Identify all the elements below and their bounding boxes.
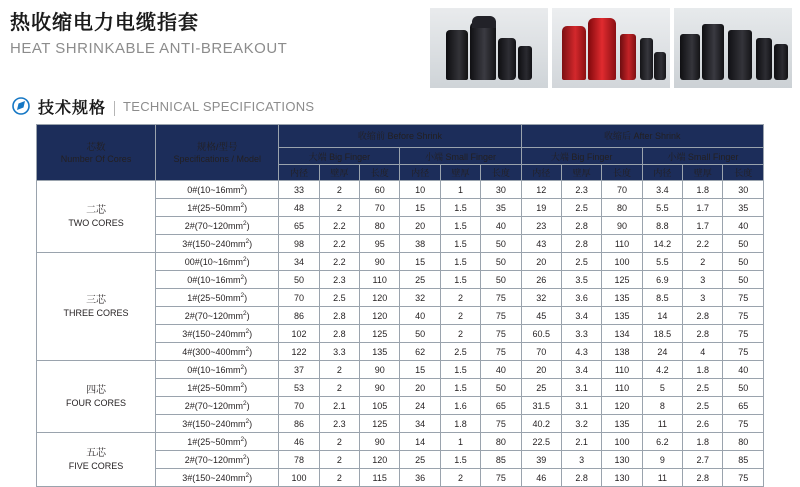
value-cell: 130 — [602, 451, 642, 469]
before-small-finger-cn: 小端 — [424, 151, 443, 162]
value-cell: 3.6 — [561, 289, 601, 307]
before-big-inner-diameter: 内径 — [279, 165, 319, 181]
after-small-inner-diameter: 内径 — [642, 165, 682, 181]
value-cell: 1.8 — [683, 361, 723, 379]
value-cell: 2 — [319, 199, 359, 217]
value-cell: 75 — [481, 307, 521, 325]
value-cell: 75 — [481, 343, 521, 361]
value-cell: 2 — [319, 361, 359, 379]
page-header — [0, 0, 800, 92]
value-cell: 50 — [481, 379, 521, 397]
model-cell: $2\#(70\sim 120mm^2)$ — [156, 397, 279, 415]
value-cell: 4.2 — [642, 361, 682, 379]
specifications-table-wrap — [36, 124, 764, 487]
value-cell: 75 — [723, 469, 764, 487]
value-cell: 62 — [400, 343, 440, 361]
value-cell: 70 — [602, 181, 642, 199]
core-group-cn: 四芯 — [86, 384, 107, 396]
core-group-cn: 五芯 — [86, 447, 107, 459]
core-group-en: FIVE CORES — [68, 460, 124, 471]
value-cell: 2.2 — [319, 253, 359, 271]
value-cell: 70 — [521, 343, 561, 361]
after-big-wall-thickness: 壁厚 — [561, 165, 601, 181]
value-cell: 100 — [602, 253, 642, 271]
col-header-before-shrink — [279, 125, 521, 148]
table-row — [37, 361, 764, 379]
value-cell: 3 — [683, 271, 723, 289]
before-big-wall-thickness: 壁厚 — [319, 165, 359, 181]
value-cell: 125 — [360, 415, 400, 433]
table-row — [37, 181, 764, 199]
after-small-finger-header — [642, 148, 763, 165]
value-cell: 3.1 — [561, 397, 601, 415]
value-cell: 85 — [723, 451, 764, 469]
value-cell: 110 — [360, 271, 400, 289]
value-cell: 86 — [279, 415, 319, 433]
value-cell: 3.1 — [561, 379, 601, 397]
col-header-model — [156, 125, 279, 181]
model-cell: $00\#(10\sim 16mm^2)$ — [156, 253, 279, 271]
value-cell: 2.5 — [561, 253, 601, 271]
value-cell: 38 — [400, 235, 440, 253]
core-group-cn: 三芯 — [86, 294, 107, 306]
value-cell: 2.7 — [683, 451, 723, 469]
value-cell: 60 — [360, 181, 400, 199]
value-cell: 1.8 — [683, 433, 723, 451]
core-group-en: THREE CORES — [63, 307, 129, 318]
black-breakout-boots-photo — [430, 8, 548, 88]
value-cell: 80 — [360, 217, 400, 235]
after-big-finger-header — [521, 148, 642, 165]
value-cell: 20 — [521, 253, 561, 271]
value-cell: 2.8 — [683, 469, 723, 487]
value-cell: 70 — [279, 397, 319, 415]
value-cell: 2 — [683, 253, 723, 271]
after-shrink-cn: 收缩后 — [604, 131, 632, 141]
value-cell: 125 — [602, 271, 642, 289]
value-cell: 2.8 — [561, 469, 601, 487]
model-cell: $4\#(300\sim 400mm^2)$ — [156, 343, 279, 361]
section-heading — [12, 92, 314, 120]
after-big-finger-cn: 大端 — [550, 151, 569, 162]
black-parts-row-photo — [674, 8, 792, 88]
value-cell: 90 — [360, 361, 400, 379]
value-cell: 50 — [481, 271, 521, 289]
value-cell: 2 — [440, 289, 480, 307]
col-header-after-shrink — [521, 125, 763, 148]
before-small-length: 长度 — [481, 165, 521, 181]
value-cell: 2 — [440, 469, 480, 487]
value-cell: 90 — [360, 379, 400, 397]
after-big-inner-diameter: 内径 — [521, 165, 561, 181]
value-cell: 40 — [723, 361, 764, 379]
value-cell: 39 — [521, 451, 561, 469]
value-cell: 40.2 — [521, 415, 561, 433]
col-header-cores-en: Number Of Cores — [60, 153, 132, 164]
model-cell: $1\#(25\sim 50mm^2)$ — [156, 199, 279, 217]
value-cell: 115 — [360, 469, 400, 487]
value-cell: 2.8 — [683, 325, 723, 343]
value-cell: 105 — [360, 397, 400, 415]
value-cell: 25 — [400, 451, 440, 469]
value-cell: 4 — [683, 343, 723, 361]
value-cell: 110 — [602, 379, 642, 397]
value-cell: 75 — [481, 325, 521, 343]
value-cell: 50 — [723, 235, 764, 253]
value-cell: 86 — [279, 307, 319, 325]
value-cell: 6.9 — [642, 271, 682, 289]
before-small-finger-en: Small Finger — [445, 151, 497, 162]
after-small-length: 长度 — [723, 165, 764, 181]
core-group-cell — [37, 181, 156, 253]
value-cell: 3.5 — [561, 271, 601, 289]
value-cell: 2.2 — [683, 235, 723, 253]
value-cell: 75 — [723, 289, 764, 307]
value-cell: 4.3 — [561, 343, 601, 361]
value-cell: 30 — [481, 181, 521, 199]
value-cell: 3 — [683, 289, 723, 307]
value-cell: 3 — [561, 451, 601, 469]
value-cell: 5.5 — [642, 199, 682, 217]
value-cell: 3.3 — [561, 325, 601, 343]
value-cell: 120 — [360, 289, 400, 307]
value-cell: 20 — [400, 379, 440, 397]
model-cell: $2\#(70\sim 120mm^2)$ — [156, 307, 279, 325]
value-cell: 80 — [481, 433, 521, 451]
before-small-finger-header — [400, 148, 521, 165]
value-cell: 2.3 — [319, 415, 359, 433]
value-cell: 2.6 — [683, 415, 723, 433]
col-header-cores-cn: 芯数 — [86, 141, 106, 153]
value-cell: 40 — [481, 361, 521, 379]
value-cell: 15 — [400, 361, 440, 379]
value-cell: 70 — [279, 289, 319, 307]
model-cell: $2\#(70\sim 120mm^2)$ — [156, 217, 279, 235]
value-cell: 33 — [279, 181, 319, 199]
value-cell: 2 — [319, 181, 359, 199]
section-title-cn: 技术规格 — [38, 99, 107, 117]
core-group-cn: 二芯 — [86, 204, 107, 216]
model-cell: $2\#(70\sim 120mm^2)$ — [156, 451, 279, 469]
value-cell: 65 — [279, 217, 319, 235]
value-cell: 60.5 — [521, 325, 561, 343]
value-cell: 8.8 — [642, 217, 682, 235]
value-cell: 122 — [279, 343, 319, 361]
value-cell: 2 — [319, 469, 359, 487]
value-cell: 2.5 — [319, 289, 359, 307]
value-cell: 90 — [360, 433, 400, 451]
value-cell: 125 — [360, 325, 400, 343]
title-block — [10, 10, 287, 60]
value-cell: 1.5 — [440, 235, 480, 253]
page-title-cn: 热收缩电力电缆指套 — [10, 12, 199, 34]
model-cell: $0\#(10\sim 16mm^2)$ — [156, 181, 279, 199]
before-big-finger-cn: 大端 — [308, 151, 327, 162]
red-breakout-boots-photo — [552, 8, 670, 88]
value-cell: 135 — [602, 289, 642, 307]
after-small-wall-thickness: 壁厚 — [683, 165, 723, 181]
specifications-table — [36, 124, 764, 487]
value-cell: 95 — [360, 235, 400, 253]
value-cell: 1.5 — [440, 271, 480, 289]
model-cell: $3\#(150\sim 240mm^2)$ — [156, 415, 279, 433]
before-big-length: 长度 — [360, 165, 400, 181]
value-cell: 3.4 — [642, 181, 682, 199]
value-cell: 1.5 — [440, 451, 480, 469]
value-cell: 1.7 — [683, 217, 723, 235]
value-cell: 45 — [521, 307, 561, 325]
value-cell: 18.5 — [642, 325, 682, 343]
product-photo-strip — [430, 8, 792, 88]
value-cell: 2.2 — [319, 217, 359, 235]
value-cell: 8.5 — [642, 289, 682, 307]
value-cell: 65 — [481, 397, 521, 415]
after-shrink-en: After Shrink — [633, 131, 681, 141]
value-cell: 37 — [279, 361, 319, 379]
value-cell: 9 — [642, 451, 682, 469]
value-cell: 30 — [723, 181, 764, 199]
before-small-inner-diameter: 内径 — [400, 165, 440, 181]
value-cell: 25 — [521, 379, 561, 397]
value-cell: 34 — [279, 253, 319, 271]
value-cell: 102 — [279, 325, 319, 343]
value-cell: 100 — [279, 469, 319, 487]
value-cell: 65 — [723, 397, 764, 415]
value-cell: 75 — [481, 289, 521, 307]
model-cell: $3\#(150\sim 240mm^2)$ — [156, 469, 279, 487]
core-group-en: FOUR CORES — [66, 397, 127, 408]
value-cell: 135 — [602, 415, 642, 433]
model-cell: $0\#(10\sim 16mm^2)$ — [156, 361, 279, 379]
value-cell: 2.3 — [561, 181, 601, 199]
value-cell: 35 — [481, 199, 521, 217]
section-divider — [114, 101, 115, 116]
value-cell: 1.5 — [440, 199, 480, 217]
compass-icon — [12, 97, 30, 115]
core-group-cell — [37, 361, 156, 433]
value-cell: 19 — [521, 199, 561, 217]
value-cell: 2 — [319, 379, 359, 397]
value-cell: 2 — [440, 307, 480, 325]
value-cell: 75 — [723, 325, 764, 343]
value-cell: 10 — [400, 181, 440, 199]
col-header-model-cn: 规格/型号 — [196, 141, 238, 153]
value-cell: 40 — [723, 217, 764, 235]
value-cell: 15 — [400, 199, 440, 217]
table-head — [37, 125, 764, 181]
value-cell: 53 — [279, 379, 319, 397]
value-cell: 1 — [440, 433, 480, 451]
value-cell: 75 — [723, 307, 764, 325]
value-cell: 34 — [400, 415, 440, 433]
value-cell: 80 — [602, 199, 642, 217]
value-cell: 12 — [521, 181, 561, 199]
value-cell: 32 — [400, 289, 440, 307]
value-cell: 134 — [602, 325, 642, 343]
value-cell: 3.4 — [561, 361, 601, 379]
value-cell: 36 — [400, 469, 440, 487]
value-cell: 40 — [400, 307, 440, 325]
page-title-en: HEAT SHRINKABLE ANTI-BREAKOUT — [10, 40, 288, 57]
value-cell: 50 — [481, 253, 521, 271]
value-cell: 40 — [481, 217, 521, 235]
value-cell: 32 — [521, 289, 561, 307]
value-cell: 11 — [642, 415, 682, 433]
before-small-wall-thickness: 壁厚 — [440, 165, 480, 181]
value-cell: 3.3 — [319, 343, 359, 361]
value-cell: 3.2 — [561, 415, 601, 433]
before-big-finger-header — [279, 148, 400, 165]
value-cell: 120 — [360, 451, 400, 469]
value-cell: 85 — [481, 451, 521, 469]
value-cell: 78 — [279, 451, 319, 469]
core-group-cell — [37, 253, 156, 361]
value-cell: 46 — [521, 469, 561, 487]
value-cell: 70 — [360, 199, 400, 217]
value-cell: 11 — [642, 469, 682, 487]
before-shrink-cn: 收缩前 — [357, 131, 385, 141]
value-cell: 98 — [279, 235, 319, 253]
value-cell: 6.2 — [642, 433, 682, 451]
value-cell: 130 — [602, 469, 642, 487]
before-big-finger-en: Big Finger — [329, 151, 371, 162]
value-cell: 1.8 — [683, 181, 723, 199]
value-cell: 1 — [440, 181, 480, 199]
value-cell: 1.5 — [440, 361, 480, 379]
value-cell: 2.5 — [683, 379, 723, 397]
value-cell: 5.5 — [642, 253, 682, 271]
col-header-model-en: Specifications / Model — [173, 153, 261, 164]
value-cell: 23 — [521, 217, 561, 235]
value-cell: 2.5 — [561, 199, 601, 217]
value-cell: 2.8 — [561, 235, 601, 253]
value-cell: 2.5 — [440, 343, 480, 361]
value-cell: 2.2 — [319, 235, 359, 253]
core-group-en: TWO CORES — [68, 217, 124, 228]
value-cell: 14 — [642, 307, 682, 325]
after-small-finger-en: Small Finger — [687, 151, 739, 162]
model-cell: $0\#(10\sim 16mm^2)$ — [156, 271, 279, 289]
value-cell: 2.5 — [683, 397, 723, 415]
value-cell: 2 — [440, 325, 480, 343]
value-cell: 75 — [481, 415, 521, 433]
value-cell: 2.8 — [561, 217, 601, 235]
value-cell: 14 — [400, 433, 440, 451]
table-row — [37, 253, 764, 271]
value-cell: 20 — [400, 217, 440, 235]
value-cell: 90 — [360, 253, 400, 271]
value-cell: 138 — [602, 343, 642, 361]
value-cell: 50 — [481, 235, 521, 253]
value-cell: 3.4 — [561, 307, 601, 325]
value-cell: 120 — [360, 307, 400, 325]
value-cell: 90 — [602, 217, 642, 235]
value-cell: 1.5 — [440, 379, 480, 397]
value-cell: 75 — [481, 469, 521, 487]
value-cell: 1.5 — [440, 253, 480, 271]
value-cell: 46 — [279, 433, 319, 451]
after-small-finger-cn: 小端 — [667, 151, 686, 162]
table-body — [37, 181, 764, 487]
value-cell: 50 — [723, 271, 764, 289]
value-cell: 2.1 — [561, 433, 601, 451]
value-cell: 75 — [723, 415, 764, 433]
value-cell: 110 — [602, 361, 642, 379]
table-row — [37, 433, 764, 451]
value-cell: 80 — [723, 433, 764, 451]
after-big-finger-en: Big Finger — [571, 151, 613, 162]
value-cell: 24 — [642, 343, 682, 361]
value-cell: 26 — [521, 271, 561, 289]
value-cell: 2 — [319, 451, 359, 469]
value-cell: 110 — [602, 235, 642, 253]
value-cell: 5 — [642, 379, 682, 397]
model-cell: $3\#(150\sim 240mm^2)$ — [156, 325, 279, 343]
value-cell: 120 — [602, 397, 642, 415]
value-cell: 2.8 — [319, 325, 359, 343]
value-cell: 50 — [400, 325, 440, 343]
section-title-en: TECHNICAL SPECIFICATIONS — [123, 98, 315, 114]
value-cell: 50 — [723, 253, 764, 271]
before-shrink-en: Before Shrink — [387, 131, 442, 141]
value-cell: 135 — [602, 307, 642, 325]
value-cell: 2.8 — [683, 307, 723, 325]
value-cell: 1.8 — [440, 415, 480, 433]
value-cell: 20 — [521, 361, 561, 379]
value-cell: 1.5 — [440, 217, 480, 235]
value-cell: 31.5 — [521, 397, 561, 415]
model-cell: $1\#(25\sim 50mm^2)$ — [156, 379, 279, 397]
value-cell: 8 — [642, 397, 682, 415]
col-header-cores — [37, 125, 156, 181]
value-cell: 43 — [521, 235, 561, 253]
value-cell: 2.3 — [319, 271, 359, 289]
value-cell: 100 — [602, 433, 642, 451]
value-cell: 1.6 — [440, 397, 480, 415]
value-cell: 50 — [279, 271, 319, 289]
after-big-length: 长度 — [602, 165, 642, 181]
value-cell: 75 — [723, 343, 764, 361]
model-cell: $3\#(150\sim 240mm^2)$ — [156, 235, 279, 253]
value-cell: 135 — [360, 343, 400, 361]
value-cell: 48 — [279, 199, 319, 217]
value-cell: 2 — [319, 433, 359, 451]
core-group-cell — [37, 433, 156, 487]
value-cell: 50 — [723, 379, 764, 397]
value-cell: 14.2 — [642, 235, 682, 253]
value-cell: 1.7 — [683, 199, 723, 217]
value-cell: 15 — [400, 253, 440, 271]
value-cell: 25 — [400, 271, 440, 289]
value-cell: 2.8 — [319, 307, 359, 325]
value-cell: 22.5 — [521, 433, 561, 451]
value-cell: 2.1 — [319, 397, 359, 415]
model-cell: $1\#(25\sim 50mm^2)$ — [156, 289, 279, 307]
value-cell: 24 — [400, 397, 440, 415]
model-cell: $1\#(25\sim 50mm^2)$ — [156, 433, 279, 451]
value-cell: 35 — [723, 199, 764, 217]
